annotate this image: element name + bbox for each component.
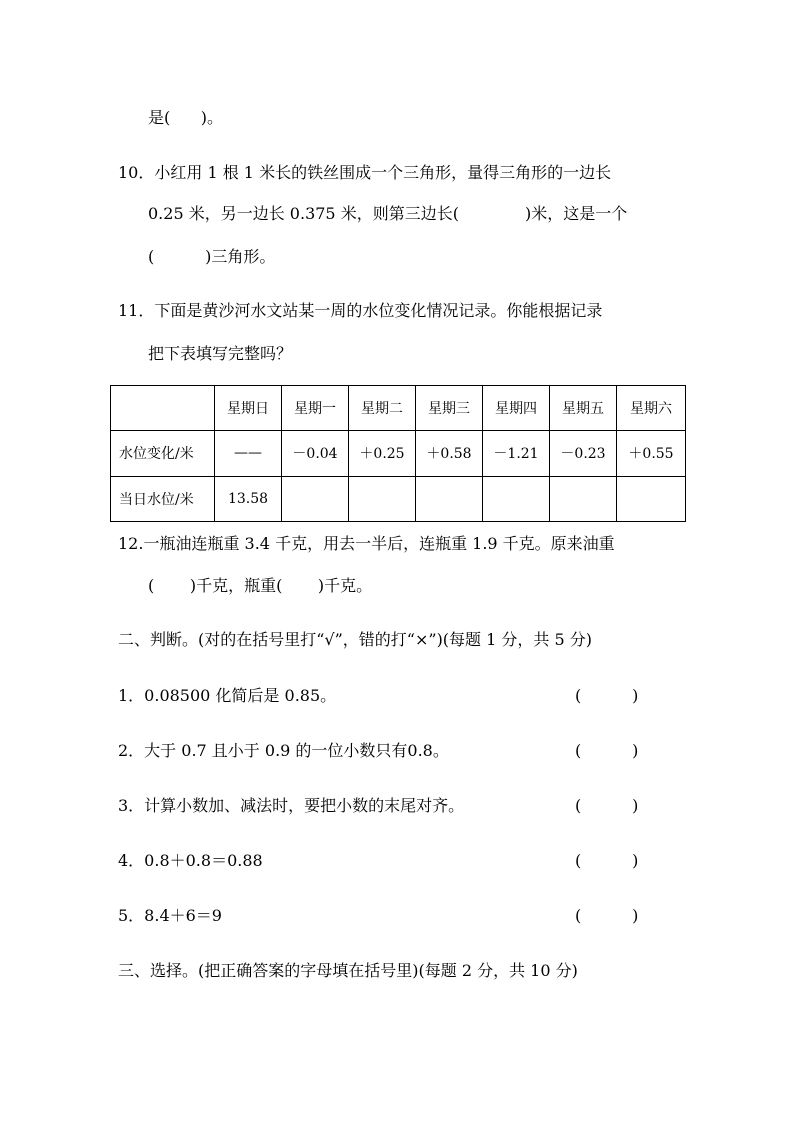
table-cell: ＋0.55 <box>617 431 686 476</box>
table-cell-blank[interactable] <box>483 476 550 521</box>
question-12-line2: ( )千克，瓶重( )千克。 <box>148 576 373 595</box>
table-row <box>111 431 686 476</box>
judgment-5-answer[interactable]: ( ) <box>575 906 639 925</box>
table-cell: 星期二 <box>349 386 416 431</box>
judgment-4-answer[interactable]: ( ) <box>575 851 639 870</box>
table-row-header: 水位变化/米 <box>111 431 215 476</box>
table-cell: 星期四 <box>483 386 550 431</box>
judgment-3-text: 3．计算小数加、减法时，要把小数的末尾对齐。 <box>118 796 465 815</box>
table-cell-blank[interactable] <box>416 476 483 521</box>
table-cell-blank[interactable] <box>550 476 617 521</box>
table-cell-blank[interactable] <box>617 476 686 521</box>
judgment-2-text: 2．大于 0.7 且小于 0.9 的一位小数只有0.8。 <box>118 741 449 760</box>
water-level-table <box>110 385 686 522</box>
table-cell: 13.58 <box>215 476 282 521</box>
table-cell: 星期三 <box>416 386 483 431</box>
table-cell: 星期一 <box>282 386 349 431</box>
table-cell: 星期日 <box>215 386 282 431</box>
table-row <box>111 476 686 521</box>
question-10-line1: 10．小红用 1 根 1 米长的铁丝围成一个三角形，量得三角形的一边长 <box>118 163 612 182</box>
judgment-5-text: 5．8.4＋6＝9 <box>118 906 222 925</box>
table-cell: ＋0.25 <box>349 431 416 476</box>
table-cell-blank[interactable] <box>282 476 349 521</box>
question-11-line1: 11．下面是黄沙河水文站某一周的水位变化情况记录。你能根据记录 <box>118 301 603 320</box>
table-cell: 星期六 <box>617 386 686 431</box>
line-q9-end: 是( )。 <box>148 108 224 127</box>
table-cell <box>111 386 215 431</box>
question-11-line2: 把下表填写完整吗？ <box>148 344 293 363</box>
question-10-line3: ( )三角形。 <box>148 247 276 266</box>
section-2-heading: 二、判断。(对的在括号里打“√”，错的打“×”)(每题 1 分，共 5 分) <box>118 630 592 649</box>
judgment-3-answer[interactable]: ( ) <box>575 796 639 815</box>
table-header-row <box>111 386 686 431</box>
judgment-2-answer[interactable]: ( ) <box>575 741 639 760</box>
table-cell: －1.21 <box>483 431 550 476</box>
table-cell: 星期五 <box>550 386 617 431</box>
judgment-1-text: 1．0.08500 化简后是 0.85。 <box>118 686 337 705</box>
judgment-4-text: 4．0.8＋0.8＝0.88 <box>118 851 263 870</box>
table-cell: ＋0.58 <box>416 431 483 476</box>
question-12-line1: 12.一瓶油连瓶重 3.4 千克，用去一半后，连瓶重 1.9 千克。原来油重 <box>118 534 615 553</box>
table-cell: －0.04 <box>282 431 349 476</box>
judgment-1-answer[interactable]: ( ) <box>575 686 639 705</box>
question-10-line2: 0.25 米，另一边长 0.375 米，则第三边长( )米，这是一个 <box>148 204 628 223</box>
table-cell: —— <box>215 431 282 476</box>
table-cell-blank[interactable] <box>349 476 416 521</box>
table-row-header: 当日水位/米 <box>111 476 215 521</box>
section-3-heading: 三、选择。(把正确答案的字母填在括号里)(每题 2 分，共 10 分) <box>118 961 578 980</box>
table-cell: －0.23 <box>550 431 617 476</box>
